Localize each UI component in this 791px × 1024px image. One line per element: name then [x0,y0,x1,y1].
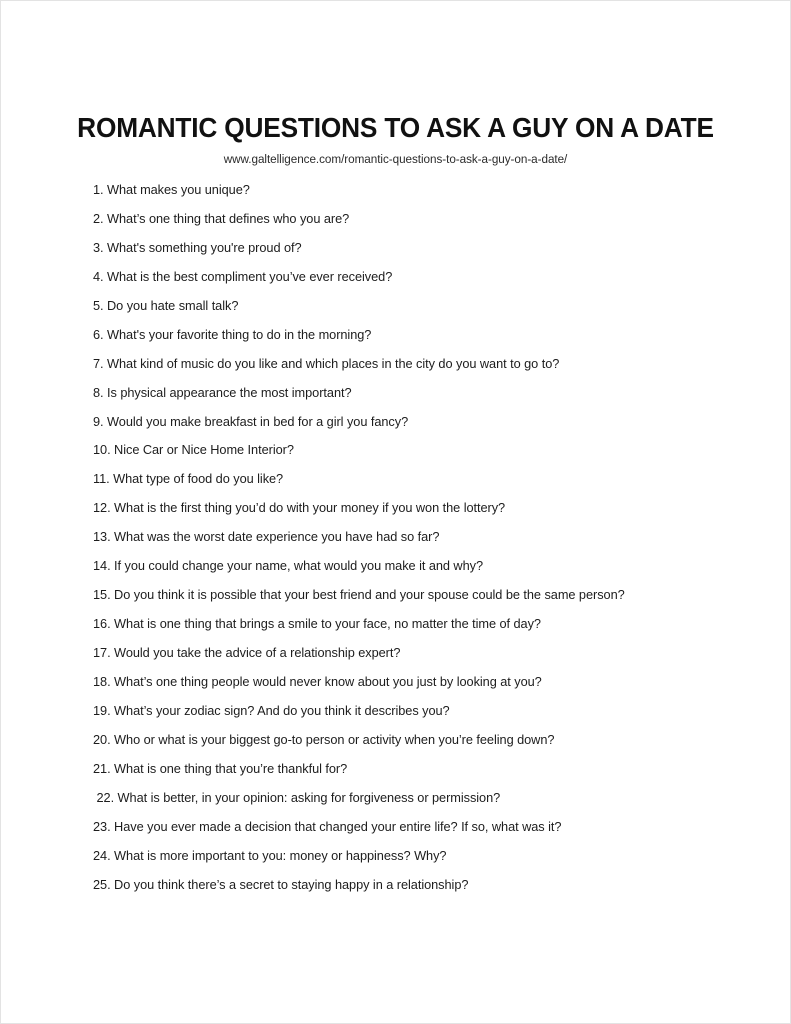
question-item: 2. What’s one thing that defines who you are? [93,210,350,226]
question-item: 18. What’s one thing people would never know about you just by looking at you? [93,673,542,689]
question-item: 15. Do you think it is possible that your best friend and your spouse could be the same person? [93,587,625,603]
question-item: 16. What is one thing that brings a smile to your face, no matter the time of day? [93,616,541,632]
question-item: 25. Do you think there’s a secret to staying happy in a relationship? [93,876,469,892]
question-item: 9. Would you make breakfast in bed for a girl you fancy? [93,413,409,429]
question-item: 1. What makes you unique? [93,182,250,197]
question-item: 24. What is more important to you: money or happiness? Why? [93,847,447,863]
question-item: 4. What is the best compliment you’ve ever received? [93,268,393,284]
question-item: 19. What’s your zodiac sign? And do you think it describes you? [93,702,450,718]
question-item: 5. Do you hate small talk? [93,297,239,313]
question-item: 3. What's something you're proud of? [93,239,302,255]
question-list [93,182,713,905]
question-item: 8. Is physical appearance the most important? [93,384,352,400]
question-item: 14. If you could change your name, what would you make it and why? [93,558,484,574]
question-item: 11. What type of food do you like? [93,471,284,487]
question-item: 22. What is better, in your opinion: asking for forgiveness or permission? [93,789,501,805]
question-item: 13. What was the worst date experience you have had so far? [93,529,440,545]
page-title: ROMANTIC QUESTIONS TO ASK A GUY ON A DATE [77,112,714,144]
source-url: www.galtelligence.com/romantic-questions-to-ask-a-guy-on-a-date/ [223,152,568,166]
question-item: 23. Have you ever made a decision that changed your entire life? If so, what was it? [93,818,562,834]
question-item: 7. What kind of music do you like and which places in the city do you want to go to? [93,355,560,371]
question-item: 20. Who or what is your biggest go-to person or activity when you’re feeling down? [93,731,555,747]
question-item: 17. Would you take the advice of a relationship expert? [93,645,401,660]
question-item: 10. Nice Car or Nice Home Interior? [93,442,294,458]
question-item: 6. What's your favorite thing to do in the morning? [93,326,372,342]
question-item: 21. What is one thing that you’re thankful for? [93,760,348,776]
question-item: 12. What is the first thing you’d do with your money if you won the lottery? [93,500,506,516]
